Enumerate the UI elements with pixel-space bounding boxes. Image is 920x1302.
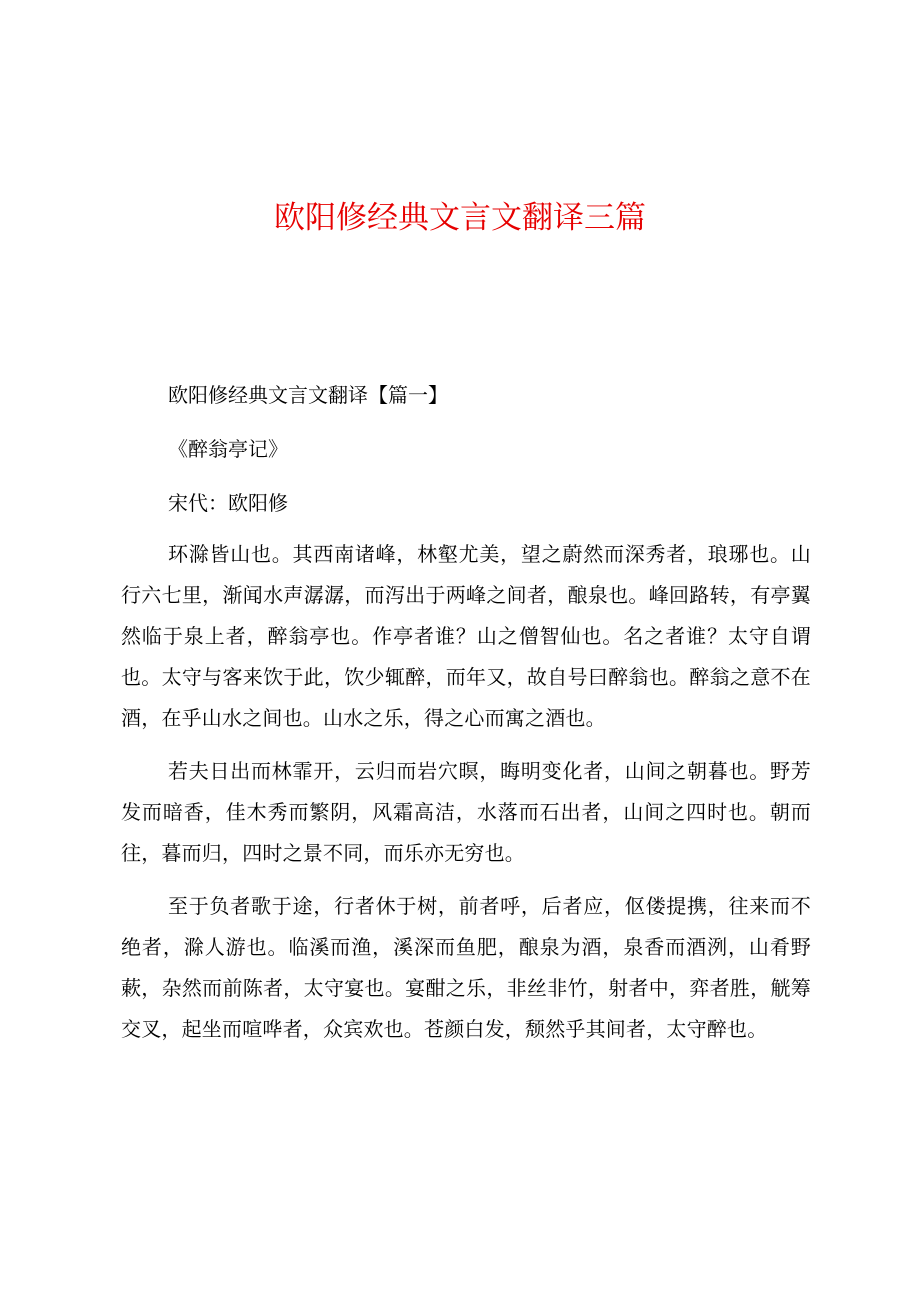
section-heading: 欧阳修经典文言文翻译【篇一】 — [168, 383, 448, 407]
author-line: 宋代：欧阳修 — [168, 491, 288, 515]
paragraph-1: 环滁皆山也。其西南诸峰，林壑尤美，望之蔚然而深秀者，琅琊也。山行六七里，渐闻水声潺潺，而泻出于两峰之间者，酿泉也。峰回路转，有亭翼然临于泉上者，醉翁亭也。作亭者谁？山之僧智仙也。名之者谁？太守自谓也。太守与客来饮于此，饮少辄醉，而年又，故自号曰醉翁也。醉翁之意不在酒，在乎山水之间也。山水之乐，得之心而寓之酒也。 — [121, 542, 811, 730]
paragraph-3: 至于负者歌于途，行者休于树，前者呼，后者应，伛偻提携，往来而不绝者，滁人游也。临溪而渔，溪深而鱼肥，酿泉为酒，泉香而酒洌，山肴野蔌，杂然而前陈者，太守宴也。宴酣之乐，非丝非竹，射者中，弈者胜，觥筹交叉，起坐而喧哗者，众宾欢也。苍颜白发，颓然乎其间者，太守醉也。 — [121, 894, 811, 1041]
document-body — [121, 372, 811, 1050]
work-title: 《醉翁亭记》 — [168, 437, 288, 461]
document-title: 欧阳修经典文言文翻译三篇 — [274, 200, 646, 236]
paragraph-2: 若夫日出而林霏开，云归而岩穴暝，晦明变化者，山间之朝暮也。野芳发而暗香，佳木秀而繁阴，风霜高洁，水落而石出者，山间之四时也。朝而往，暮而归，四时之景不同，而乐亦无穷也。 — [121, 759, 811, 865]
